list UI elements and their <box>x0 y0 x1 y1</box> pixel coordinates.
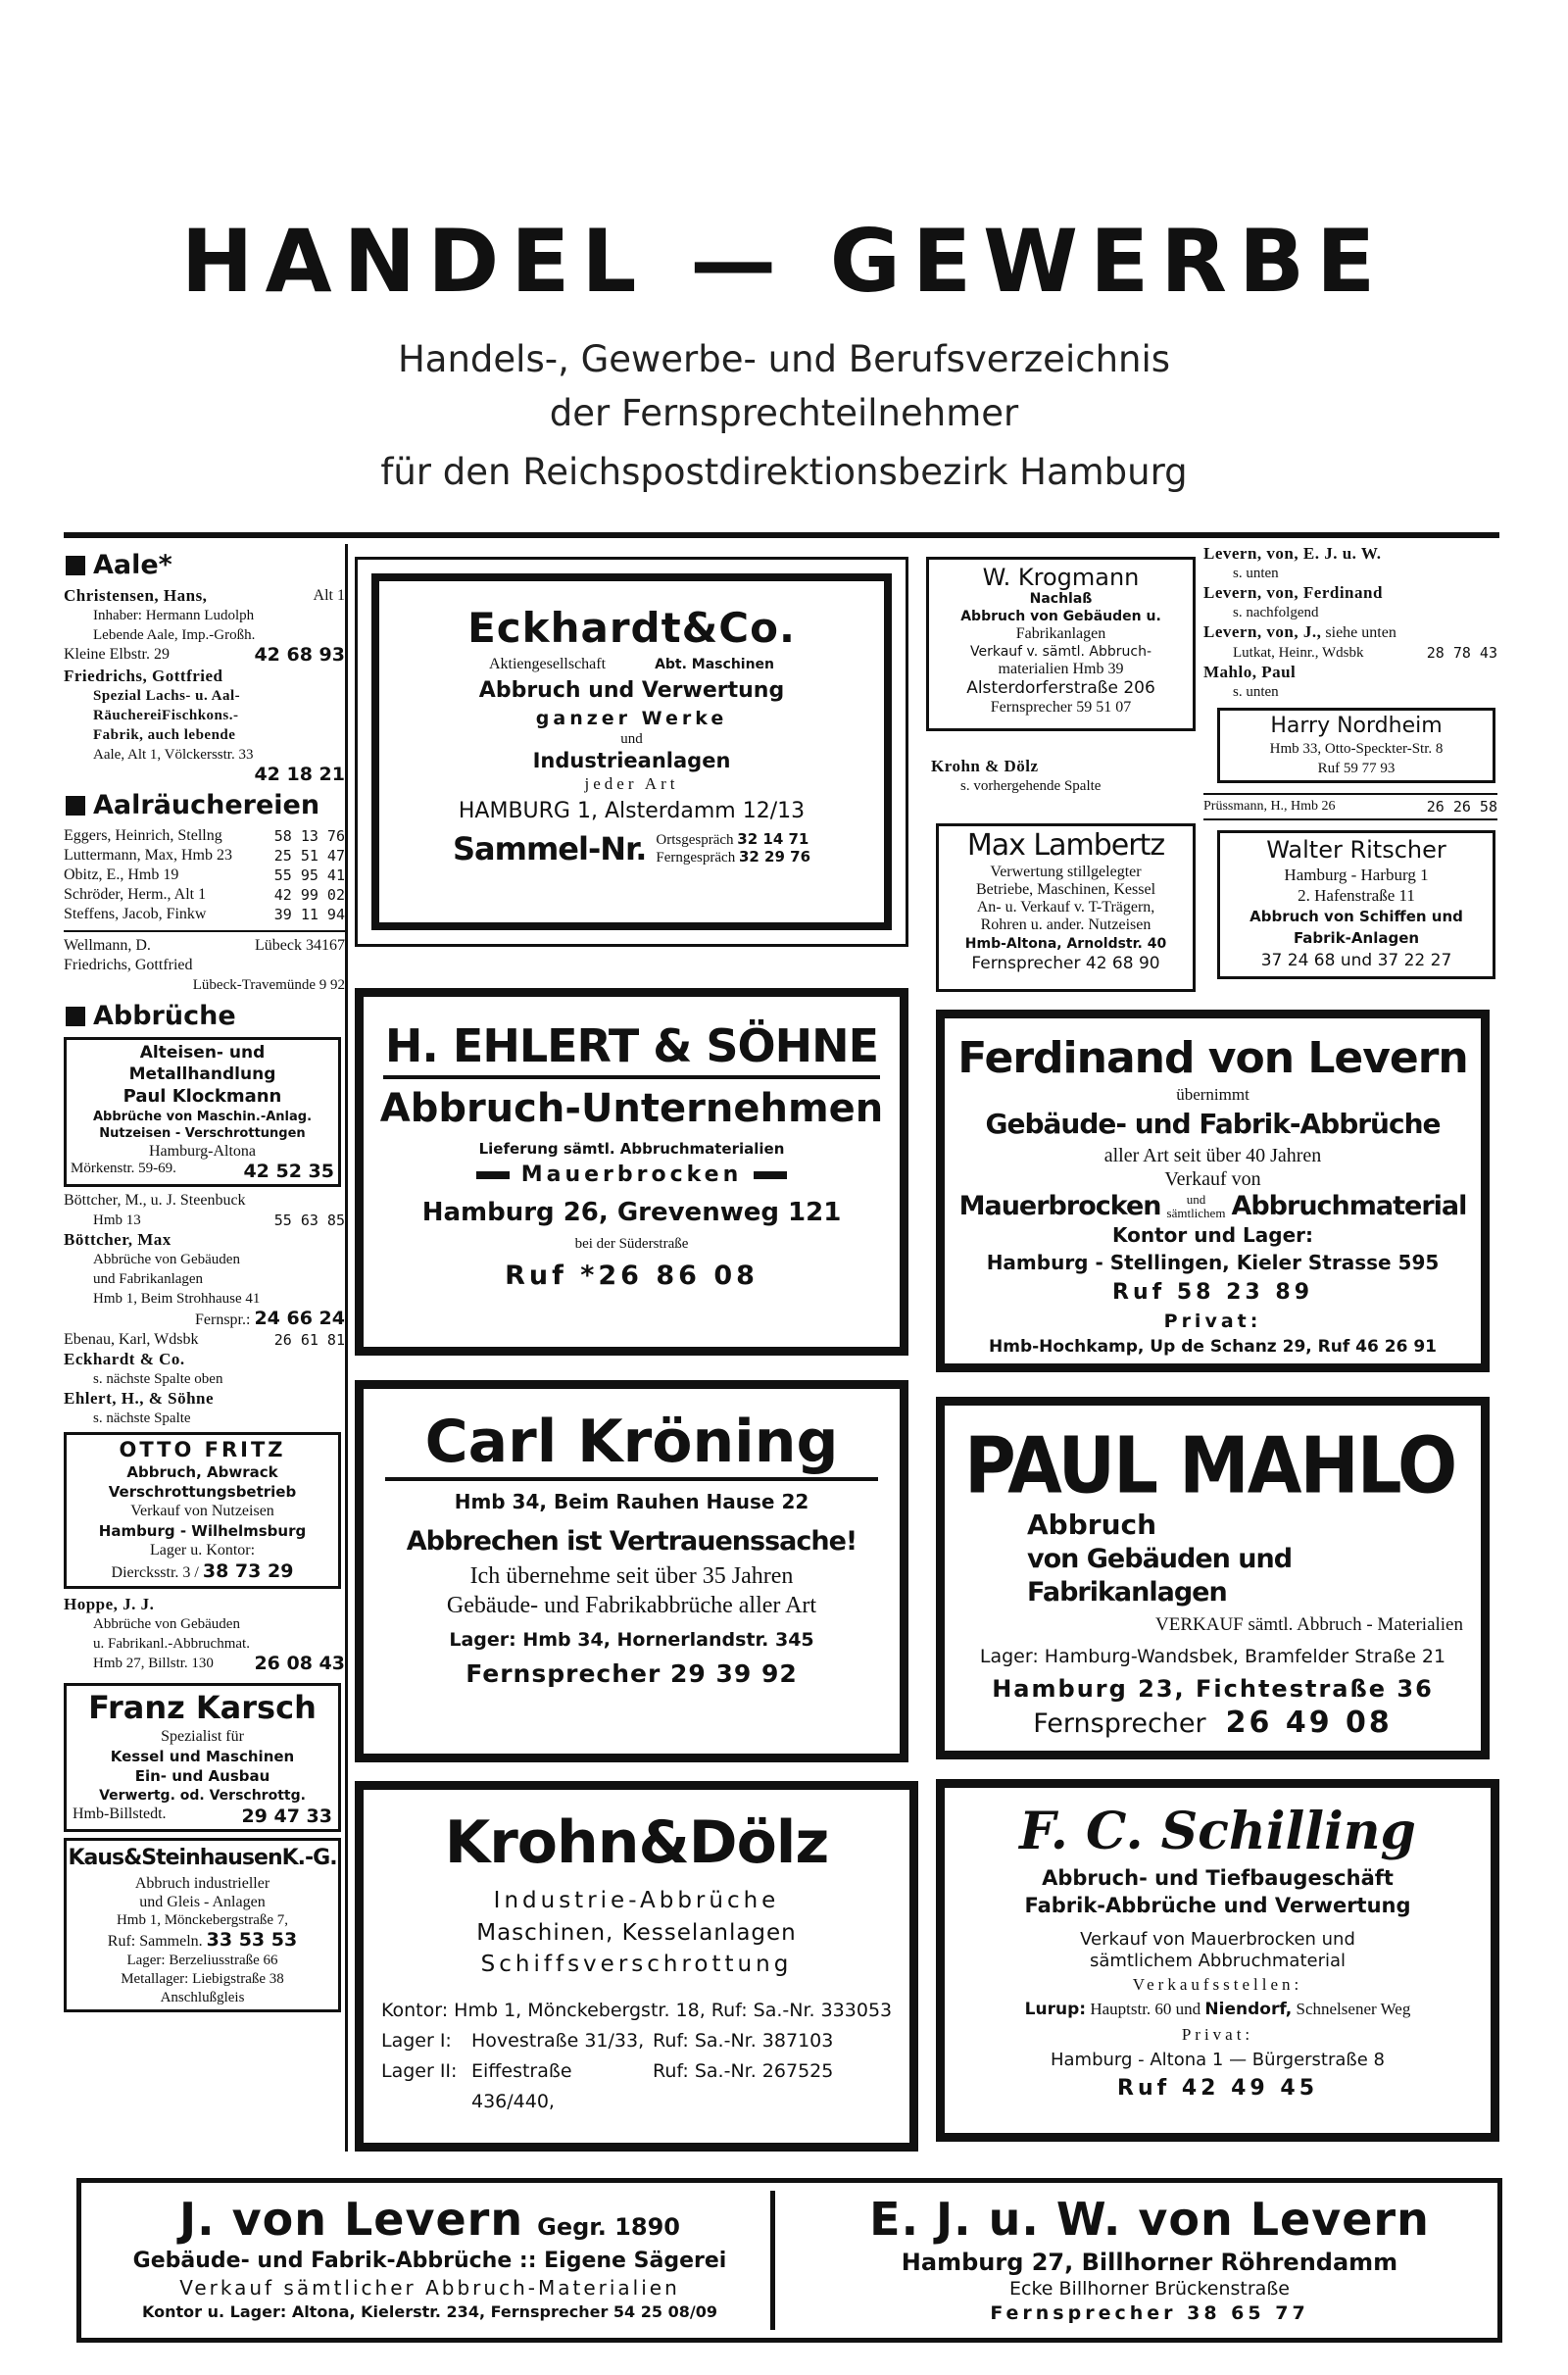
ad-banner-bottom <box>76 2178 1502 2343</box>
aalraeuchereien-list <box>64 826 345 924</box>
entry-ebenau: Ebenau, Karl, Wdsbk 26 61 81 Eckhardt & Co. s. nächste Spalte oben Ehlert, H., & Söhne s. nächste Spalte <box>64 1331 345 1426</box>
entry-friedrichs: Friedrichs, Gottfried Spezial Lachs- u. Aal- RäuchereiFischkons.- Fabrik, auch lebende Aale, Alt 1, Völckersstr. 33 42 18 21 <box>64 667 345 785</box>
ad-schilling: F. C. Schilling Abbruch- und Tiefbaugeschäft Fabrik-Abbrüche und Verwertung Verkauf von Mauerbrocken und sämtlichem Abbruchmaterial Verkaufsstellen: Lurup: Hauptstr. 60 und Niendorf, Schnelsener Weg Privat: Hamburg - Altona 1 — Bürgerstraße 8 Ruf 42 49 45 <box>936 1779 1499 2142</box>
page-subtitle-1: Handels-, Gewerbe- und Berufsverzeichnis <box>397 338 1171 380</box>
header-rule <box>64 532 1499 538</box>
ad-eckhardt: Eckhardt&Co. Aktiengesellschaft Abt. Maschinen Abbruch und Verwertung ganzer Werke und Industrieanlagen jeder Art HAMBURG 1, Alsterdamm 12/13 Sammel-Nr. Ortsgespräch 32 14 71 Ferngespräch 32 29 76 <box>355 557 908 947</box>
ad-kroening: Carl Kröning Hmb 34, Beim Rauhen Hause 22 Abbrechen ist Vertrauenssache! Ich übernehme seit über 35 Jahren Gebäude- und Fabrikabbrüche aller Art Lager: Hmb 34, Hornerlandstr. 345 Fernsprecher 29 39 92 <box>355 1380 908 1762</box>
ad-ehlert: H. EHLERT & SÖHNE Abbruch-Unternehmen Lieferung sämtl. Abbruchmaterialien Mauerbrocken Hamburg 26, Grevenweg 121 bei der Süderstraße Ruf *26 86 08 <box>355 988 908 1356</box>
ad-franz-karsch: Franz Karsch Spezialist für Kessel und Maschinen Ein- und Ausbau Verwertg. od. Verschrottg. Hmb-Billstedt. 29 47 33 <box>64 1683 341 1832</box>
entry-hoppe: Hoppe, J. J. Abbrüche von Gebäuden u. Fabrikanl.-Abbruchmat. Hmb 27, Billstr. 130 26 08 43 <box>64 1595 345 1674</box>
entry-boettcher-steenbuck: Böttcher, M., u. J. Steenbuck Hmb 13 55 63 85 <box>64 1192 345 1229</box>
ad-kaus-steinhausen: Kaus&SteinhausenK.-G. Abbruch industrieller und Gleis - Anlagen Hmb 1, Mönckebergstraße 7, Ruf: Sammeln. 33 53 53 Lager: Berzeliusstraße 66 Metallager: Liebigstraße 38 Anschlußgleis <box>64 1838 341 2012</box>
category-header-aalraeuchereien: Aalräuchereien <box>66 790 345 820</box>
ad-krogmann: W. Krogmann Nachlaß Abbruch von Gebäuden u. Fabrikanlagen Verkauf v. sämtl. Abbruch- materialien Hmb 39 Alsterdorferstraße 206 Fernsprecher 59 51 07 <box>926 557 1196 731</box>
list-item: Eggers, Heinrich, Stellng 58 13 76 <box>64 827 345 845</box>
page-subtitle-3: für den Reichspostdirektionsbezirk Hamburg <box>380 451 1188 493</box>
ad-ferdinand-von-levern: Ferdinand von Levern übernimmt Gebäude- und Fabrik-Abbrüche aller Art seit über 40 Jahren Verkauf von Mauerbrocken und sämtlichem Abbruchmaterial Kontor und Lager: Hamburg - Stellingen, Kieler Strasse 595 Ruf 58 23 89 Privat: Hmb-Hochkamp, Up de Schanz 29, Ruf 46 26 91 <box>936 1010 1490 1372</box>
entry-pruessmann: Prüssmann, H., Hmb 26 26 26 58 <box>1203 793 1497 820</box>
ad-paul-mahlo: PAUL MAHLO Abbruch von Gebäuden und Fabrikanlagen VERKAUF sämtl. Abbruch - Materialien Lager: Hamburg-Wandsbek, Bramfelder Straße 21 Hamburg 23, Fichtestraße 36 Fernsprecher 26 49 08 <box>936 1397 1490 1759</box>
list-item: Steffens, Jacob, Finkw 39 11 94 <box>64 906 345 923</box>
entry-christensen: Christensen, Hans, Alt 1 Inhaber: Hermann Ludolph Lebende Aale, Imp.-Großh. Kleine Elbstr. 29 42 68 93 <box>64 586 345 666</box>
entry-krohn-doelz-ref: Krohn & Dölz s. vorhergehende Spalte <box>931 757 1102 794</box>
page-title: HANDEL — GEWERBE <box>180 211 1388 312</box>
category-header-aale: Aale* <box>66 550 345 580</box>
list-item: Obitz, E., Hmb 19 55 95 41 <box>64 866 345 884</box>
category-header-abbrueche: Abbrüche <box>66 1001 345 1031</box>
list-item: Schröder, Herm., Alt 1 42 99 02 <box>64 886 345 904</box>
page-subtitle-2: der Fernsprechteilnehmer <box>549 392 1019 434</box>
entry-levern-ejw: Levern, von, E. J. u. W. s. unten Levern, von, Ferdinand s. nachfolgend Levern, von, J., siehe unten Lutkat, Heinr., Wdsbk 28 78 43 Mahlo, Paul s. unten <box>1203 544 1497 700</box>
directory-column-1 <box>64 544 348 2152</box>
square-bullet-icon <box>66 1007 85 1026</box>
ad-ritscher: Walter Ritscher Hamburg - Harburg 1 2. Hafenstraße 11 Abbruch von Schiffen und Fabrik-Anlagen 37 24 68 und 37 22 27 <box>1217 830 1495 979</box>
ad-j-von-levern: J. von Levern Gegr. 1890 Gebäude- und Fabrik-Abbrüche :: Eigene Sägerei Verkauf sämtlicher Abbruch-Materialien Kontor u. Lager: Altona, Kielerstr. 234, Fernsprecher 54 25 08/09 <box>89 2191 775 2330</box>
ad-otto-fritz: OTTO FRITZ Abbruch, Abwrack Verschrottungsbetrieb Verkauf von Nutzeisen Hamburg - Wilhelmsburg Lager u. Kontor: Diercksstr. 3 / 38 73 29 <box>64 1432 341 1589</box>
ad-nordheim: Harry Nordheim Hmb 33, Otto-Speckter-Str. 8 Ruf 59 77 93 <box>1217 708 1495 783</box>
entry-boettcher-max: Böttcher, Max Abbrüche von Gebäuden und Fabrikanlagen Hmb 1, Beim Strohhause 41 Fernspr.: 24 66 24 <box>64 1230 345 1329</box>
ad-klockmann: Alteisen- und Metallhandlung Paul Klockmann Abbrüche von Maschin.-Anlag. Nutzeisen - Verschrottungen Hamburg-Altona Mörkenstr. 59-69. 42 52 35 <box>64 1037 341 1187</box>
ad-krohn-doelz: Krohn&Dölz Industrie-Abbrüche Maschinen, Kesselanlagen Schiffsverschrottung Kontor: Hmb 1, Mönckebergstr. 18, Ruf: Sa.-Nr. 333053 Lager I: Hovestraße 31/33, Ruf: Sa.-Nr. 387103 Lager II: Eiffestraße 436/440, Ruf: Sa.-Nr. 267525 <box>355 1781 918 2152</box>
square-bullet-icon <box>66 796 85 816</box>
directory-column-4 <box>1203 544 1497 979</box>
ad-lambertz: Max Lambertz Verwertung stillgelegter Betriebe, Maschinen, Kessel An- u. Verkauf v. T-Trägern, Rohren u. ander. Nutzeisen Hmb-Altona, Arnoldstr. 40 Fernsprecher 42 68 90 <box>936 823 1196 992</box>
entry-wellmann: Wellmann, D. Lübeck 34167 Friedrichs, Gottfried Lübeck-Travemünde 9 92 <box>64 937 345 993</box>
list-item: Luttermann, Max, Hmb 23 25 51 47 <box>64 847 345 865</box>
square-bullet-icon <box>66 556 85 575</box>
ad-ejw-von-levern: E. J. u. W. von Levern Hamburg 27, Billhorner Röhrendamm Ecke Billhorner Brückenstraße Fernsprecher 38 65 77 <box>869 2193 1430 2324</box>
